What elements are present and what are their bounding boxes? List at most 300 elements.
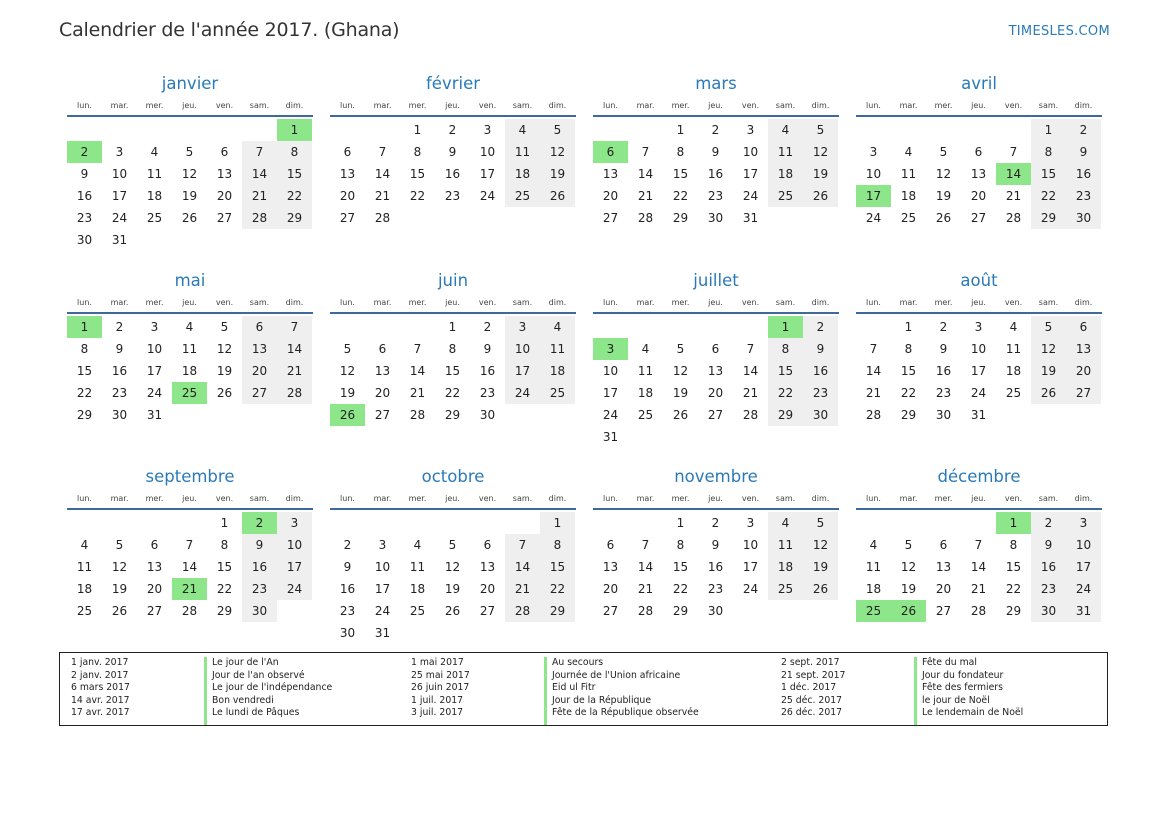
- day-cell: 2: [1031, 512, 1066, 534]
- legend-holiday-name: Le jour de l'indépendance: [212, 682, 333, 694]
- day-cell: 7: [746, 341, 755, 356]
- day-cell: 20: [146, 582, 163, 596]
- day-cell: 31: [1066, 600, 1101, 622]
- legend-date: 1 juil. 2017: [411, 694, 464, 706]
- day-cell: 26: [672, 407, 689, 422]
- weekday-label: sam.: [1038, 101, 1059, 110]
- days-grid: [856, 119, 1102, 229]
- day-empty: [400, 207, 435, 229]
- day-cell: 19: [444, 582, 461, 596]
- day-cell: 7: [974, 538, 983, 552]
- day-cell: 25: [768, 185, 803, 207]
- day-cell: 22: [444, 385, 461, 400]
- weekday-label: lun.: [340, 297, 355, 307]
- day-cell: 23: [707, 582, 724, 596]
- day-cell: 4: [185, 319, 194, 334]
- legend-date: 3 juil. 2017: [411, 707, 464, 719]
- day-empty: [172, 119, 207, 141]
- legend-holiday-name: Le lendemain de Noël: [922, 707, 1024, 719]
- day-cell: 28: [374, 211, 391, 225]
- day-cell: 3: [505, 316, 540, 338]
- day-empty: [628, 512, 663, 534]
- weekday-label: sam.: [249, 494, 270, 503]
- day-cell-holiday: 2: [67, 141, 102, 163]
- day-empty: [961, 119, 996, 141]
- day-cell: 26: [1031, 382, 1066, 404]
- day-cell: 24: [1066, 578, 1101, 600]
- day-cell: 20: [216, 189, 233, 203]
- day-cell-holiday: 1: [996, 512, 1031, 534]
- legend-date: 25 mai 2017: [411, 669, 470, 681]
- day-cell: 16: [76, 189, 93, 203]
- day-cell: 23: [479, 385, 496, 400]
- weekday-label: mer.: [934, 101, 953, 110]
- day-empty: [277, 229, 312, 251]
- day-cell: 19: [540, 163, 575, 185]
- day-cell: 10: [111, 167, 128, 181]
- day-empty: [207, 229, 242, 251]
- weekday-label: lun.: [77, 297, 92, 307]
- legend-date: 1 janv. 2017: [71, 657, 129, 668]
- day-cell: 4: [904, 145, 913, 159]
- day-cell: 14: [637, 560, 654, 574]
- weekday-label: sam.: [1038, 297, 1059, 307]
- day-cell: 15: [540, 556, 575, 578]
- page-title: Calendrier de l'année 2017. (Ghana): [59, 19, 400, 41]
- day-cell: 14: [277, 338, 312, 360]
- day-cell: 2: [448, 123, 457, 137]
- weekday-label: dim.: [548, 297, 567, 307]
- day-cell: 5: [803, 119, 838, 141]
- day-cell: 8: [413, 145, 422, 159]
- day-cell: 24: [865, 211, 882, 225]
- day-cell: 23: [1066, 185, 1101, 207]
- day-cell-holiday: 17: [856, 185, 891, 207]
- weekday-label: mer.: [671, 101, 690, 110]
- day-cell: 17: [146, 363, 163, 378]
- weekday-label: lun.: [340, 101, 355, 110]
- day-cell: 18: [865, 582, 882, 596]
- weekday-label: mar.: [110, 297, 129, 307]
- day-cell: 14: [181, 560, 198, 574]
- day-cell: 16: [1031, 556, 1066, 578]
- day-cell: 23: [707, 189, 724, 203]
- day-cell: 26: [540, 185, 575, 207]
- day-cell: 5: [185, 145, 194, 159]
- day-cell: 1: [904, 319, 913, 334]
- day-cell: 31: [111, 233, 128, 247]
- weekday-label: mer.: [934, 297, 953, 307]
- weekday-label: jeu.: [445, 101, 460, 110]
- day-cell: 13: [970, 167, 987, 181]
- day-empty: [277, 600, 312, 622]
- day-empty: [593, 316, 628, 338]
- day-cell: 6: [483, 538, 492, 552]
- day-cell: 19: [803, 163, 838, 185]
- day-cell: 22: [540, 578, 575, 600]
- day-cell-holiday: 26: [891, 600, 926, 622]
- day-empty: [996, 404, 1031, 426]
- weekday-label: sam.: [512, 494, 533, 503]
- day-cell: 20: [479, 582, 496, 596]
- legend-holiday-name: Au secours: [552, 657, 604, 668]
- day-empty: [470, 622, 505, 644]
- day-empty: [505, 207, 540, 229]
- day-cell: 21: [637, 189, 654, 203]
- legend-holiday-name: Bon vendredi: [212, 694, 274, 706]
- day-empty: [768, 426, 803, 448]
- day-cell: 19: [111, 582, 128, 596]
- legend-date: 14 avr. 2017: [71, 694, 130, 706]
- day-cell: 6: [974, 145, 983, 159]
- day-cell: 5: [904, 538, 913, 552]
- day-cell: 3: [115, 145, 124, 159]
- day-cell: 11: [540, 338, 575, 360]
- day-cell: 29: [900, 407, 917, 422]
- day-cell: 11: [505, 141, 540, 163]
- day-cell: 28: [742, 407, 759, 422]
- day-cell: 2: [711, 123, 720, 137]
- day-cell: 28: [181, 604, 198, 618]
- day-cell: 27: [479, 604, 496, 618]
- month-name: septembre: [145, 467, 235, 486]
- legend-date: 26 juin 2017: [411, 682, 470, 694]
- month-name: juillet: [693, 270, 739, 290]
- day-cell: 12: [935, 167, 952, 181]
- day-cell: 20: [1066, 360, 1101, 382]
- day-cell: 22: [900, 385, 917, 400]
- day-empty: [768, 207, 803, 229]
- weekday-label: dim.: [1074, 297, 1093, 307]
- day-cell: 11: [146, 167, 163, 181]
- day-cell: 5: [803, 512, 838, 534]
- weekday-label: mer.: [408, 494, 427, 503]
- day-cell: 8: [80, 341, 89, 356]
- day-cell: 13: [146, 560, 163, 574]
- day-cell: 13: [935, 560, 952, 574]
- day-cell: 28: [637, 604, 654, 618]
- day-cell: 17: [742, 167, 759, 181]
- day-cell: 24: [602, 407, 619, 422]
- day-cell: 21: [865, 385, 882, 400]
- day-cell: 9: [483, 341, 492, 356]
- day-cell: 23: [339, 604, 356, 618]
- weekday-header: [593, 293, 839, 314]
- legend-date: 1 déc. 2017: [781, 682, 837, 694]
- day-cell: 14: [637, 167, 654, 181]
- day-cell: 18: [76, 582, 93, 596]
- day-cell: 1: [220, 516, 229, 530]
- day-cell: 27: [970, 211, 987, 225]
- day-cell: 17: [1066, 556, 1101, 578]
- legend-holiday-name: Fête de la République observée: [552, 707, 699, 719]
- day-cell: 17: [277, 556, 312, 578]
- day-cell: 2: [711, 516, 720, 530]
- day-cell: 12: [339, 363, 356, 378]
- day-cell: 21: [1005, 189, 1022, 203]
- day-cell: 20: [970, 189, 987, 203]
- day-cell: 7: [505, 534, 540, 556]
- day-cell: 11: [181, 341, 198, 356]
- month-name: octobre: [421, 467, 485, 486]
- day-cell: 17: [970, 363, 987, 378]
- day-cell: 9: [115, 341, 124, 356]
- day-empty: [891, 119, 926, 141]
- day-cell: 11: [637, 363, 654, 378]
- day-cell: 16: [479, 363, 496, 378]
- day-cell: 23: [111, 385, 128, 400]
- day-cell: 21: [242, 185, 277, 207]
- day-empty: [505, 404, 540, 426]
- day-empty: [698, 426, 733, 448]
- day-cell: 4: [413, 538, 422, 552]
- day-cell: 26: [803, 578, 838, 600]
- weekday-label: mer.: [408, 101, 427, 110]
- month-block: [67, 465, 313, 662]
- weekday-label: jeu.: [182, 297, 197, 307]
- day-cell: 6: [1066, 316, 1101, 338]
- day-cell: 12: [444, 560, 461, 574]
- weekday-label: jeu.: [971, 297, 986, 307]
- day-cell: 5: [448, 538, 457, 552]
- day-cell: 27: [242, 382, 277, 404]
- day-cell: 18: [181, 363, 198, 378]
- day-cell: 27: [374, 407, 391, 422]
- day-cell: 13: [216, 167, 233, 181]
- day-cell: 3: [746, 123, 755, 137]
- day-empty: [803, 600, 838, 622]
- day-empty: [733, 600, 768, 622]
- day-empty: [435, 622, 470, 644]
- day-cell: 6: [220, 145, 229, 159]
- day-empty: [330, 119, 365, 141]
- brand-link[interactable]: TIMESLES.COM: [1008, 24, 1110, 39]
- day-cell: 15: [76, 363, 93, 378]
- legend-holiday-name: Fête des fermiers: [922, 682, 1003, 694]
- day-cell: 8: [904, 341, 913, 356]
- day-cell: 3: [1066, 512, 1101, 534]
- day-cell: 8: [277, 141, 312, 163]
- day-cell: 15: [277, 163, 312, 185]
- day-cell: 7: [413, 341, 422, 356]
- day-cell: 13: [1066, 338, 1101, 360]
- day-cell: 10: [146, 341, 163, 356]
- day-cell: 16: [444, 167, 461, 181]
- month-name: janvier: [161, 74, 219, 93]
- day-empty: [628, 316, 663, 338]
- day-cell: 21: [970, 582, 987, 596]
- day-cell: 25: [1005, 385, 1022, 400]
- day-empty: [856, 316, 891, 338]
- day-cell: 29: [1031, 207, 1066, 229]
- day-cell: 26: [935, 211, 952, 225]
- month-name: février: [425, 74, 481, 93]
- day-cell: 22: [672, 582, 689, 596]
- day-cell: 4: [150, 145, 159, 159]
- day-cell: 28: [970, 604, 987, 618]
- day-cell: 21: [277, 360, 312, 382]
- day-cell: 5: [540, 119, 575, 141]
- day-cell: 30: [242, 600, 277, 622]
- weekday-label: jeu.: [971, 494, 986, 503]
- day-cell: 6: [150, 538, 159, 552]
- day-cell: 29: [76, 407, 93, 422]
- day-empty: [242, 229, 277, 251]
- day-cell: 9: [1031, 534, 1066, 556]
- month-block: [330, 465, 576, 662]
- weekday-label: dim.: [285, 101, 304, 110]
- weekday-label: dim.: [811, 494, 830, 503]
- day-empty: [470, 512, 505, 534]
- day-empty: [365, 119, 400, 141]
- day-cell: 9: [448, 145, 457, 159]
- day-cell: 28: [1005, 211, 1022, 225]
- day-cell: 6: [343, 145, 352, 159]
- day-cell: 11: [768, 534, 803, 556]
- day-cell: 22: [1005, 582, 1022, 596]
- day-empty: [172, 404, 207, 426]
- day-cell: 4: [505, 119, 540, 141]
- legend-holiday-name: Journée de l'Union africaine: [552, 669, 681, 681]
- day-cell: 25: [76, 604, 93, 618]
- day-cell: 20: [707, 385, 724, 400]
- day-cell: 3: [869, 145, 878, 159]
- day-empty: [67, 512, 102, 534]
- day-cell: 5: [939, 145, 948, 159]
- day-cell: 12: [803, 141, 838, 163]
- day-cell: 28: [277, 382, 312, 404]
- day-cell: 1: [676, 123, 685, 137]
- legend-date: 6 mars 2017: [71, 682, 130, 694]
- day-cell: 3: [746, 516, 755, 530]
- day-cell: 16: [935, 363, 952, 378]
- day-cell: 19: [672, 385, 689, 400]
- day-cell: 21: [374, 189, 391, 203]
- weekday-label: mar.: [373, 297, 392, 307]
- day-cell: 12: [181, 167, 198, 181]
- day-empty: [330, 316, 365, 338]
- day-cell: 1: [540, 512, 575, 534]
- day-cell: 5: [676, 341, 685, 356]
- weekday-label: mer.: [145, 101, 164, 110]
- day-cell: 5: [343, 341, 352, 356]
- day-cell-holiday: 3: [593, 338, 628, 360]
- weekday-label: dim.: [811, 101, 830, 110]
- day-cell: 30: [803, 404, 838, 426]
- day-cell: 15: [900, 363, 917, 378]
- legend-dates: [411, 657, 551, 725]
- day-cell: 16: [1066, 163, 1101, 185]
- day-cell: 10: [742, 538, 759, 552]
- day-cell: 28: [637, 211, 654, 225]
- day-cell: 10: [602, 363, 619, 378]
- day-cell: 19: [181, 189, 198, 203]
- day-cell: 30: [76, 233, 93, 247]
- month-name: avril: [961, 74, 997, 93]
- day-cell: 29: [768, 404, 803, 426]
- day-cell: 19: [216, 363, 233, 378]
- day-cell: 14: [865, 363, 882, 378]
- day-cell: 21: [637, 582, 654, 596]
- legend-dates: [781, 657, 921, 725]
- day-cell: 1: [413, 123, 422, 137]
- weekday-label: mar.: [110, 494, 129, 503]
- weekday-label: jeu.: [445, 297, 460, 307]
- legend-date: 21 sept. 2017: [781, 669, 846, 681]
- day-cell: 29: [216, 604, 233, 618]
- day-empty: [207, 404, 242, 426]
- day-cell: 29: [672, 604, 689, 618]
- day-cell: 14: [409, 363, 426, 378]
- day-cell: 12: [803, 534, 838, 556]
- legend-holiday-name: Le lundi de Pâques: [212, 707, 300, 719]
- day-cell: 7: [869, 341, 878, 356]
- day-empty: [540, 404, 575, 426]
- day-cell: 16: [707, 560, 724, 574]
- day-cell: 20: [339, 189, 356, 203]
- weekday-label: mer.: [671, 494, 690, 503]
- day-cell: 22: [409, 189, 426, 203]
- day-cell: 26: [111, 604, 128, 618]
- day-cell: 24: [146, 385, 163, 400]
- day-cell: 30: [707, 604, 724, 618]
- legend-date: 17 avr. 2017: [71, 707, 130, 719]
- weekday-label: dim.: [811, 297, 830, 307]
- weekday-label: sam.: [775, 101, 796, 110]
- legend-holiday-name: Jour de la République: [552, 694, 652, 706]
- day-cell: 10: [374, 560, 391, 574]
- month-block: [330, 72, 576, 269]
- day-cell: 12: [1031, 338, 1066, 360]
- day-cell: 3: [974, 319, 983, 334]
- day-cell: 16: [111, 363, 128, 378]
- day-cell: 22: [672, 189, 689, 203]
- day-cell: 18: [409, 582, 426, 596]
- day-cell: 15: [1005, 560, 1022, 574]
- day-cell: 24: [374, 604, 391, 618]
- day-empty: [663, 426, 698, 448]
- day-cell: 25: [637, 407, 654, 422]
- day-cell: 17: [479, 167, 496, 181]
- day-cell: 27: [935, 604, 952, 618]
- day-cell: 24: [277, 578, 312, 600]
- day-cell: 23: [935, 385, 952, 400]
- day-cell: 10: [1066, 534, 1101, 556]
- day-cell: 18: [900, 189, 917, 203]
- day-cell: 14: [374, 167, 391, 181]
- weekday-label: mer.: [408, 297, 427, 307]
- day-cell: 10: [277, 534, 312, 556]
- weekday-header: [856, 489, 1102, 510]
- weekday-label: mar.: [899, 494, 918, 503]
- legend-names: [914, 657, 1120, 725]
- month-name: novembre: [674, 467, 758, 486]
- day-cell: 23: [242, 578, 277, 600]
- weekday-header: [856, 96, 1102, 117]
- day-cell: 8: [1031, 141, 1066, 163]
- day-empty: [628, 426, 663, 448]
- day-cell: 22: [768, 382, 803, 404]
- day-cell: 29: [540, 600, 575, 622]
- day-cell: 28: [865, 407, 882, 422]
- weekday-label: lun.: [603, 101, 618, 110]
- weekday-header: [330, 293, 576, 314]
- day-cell: 1: [448, 319, 457, 334]
- days-grid: [593, 512, 839, 622]
- day-cell: 11: [1005, 341, 1022, 356]
- weekday-header: [330, 489, 576, 510]
- day-cell-holiday: 25: [172, 382, 207, 404]
